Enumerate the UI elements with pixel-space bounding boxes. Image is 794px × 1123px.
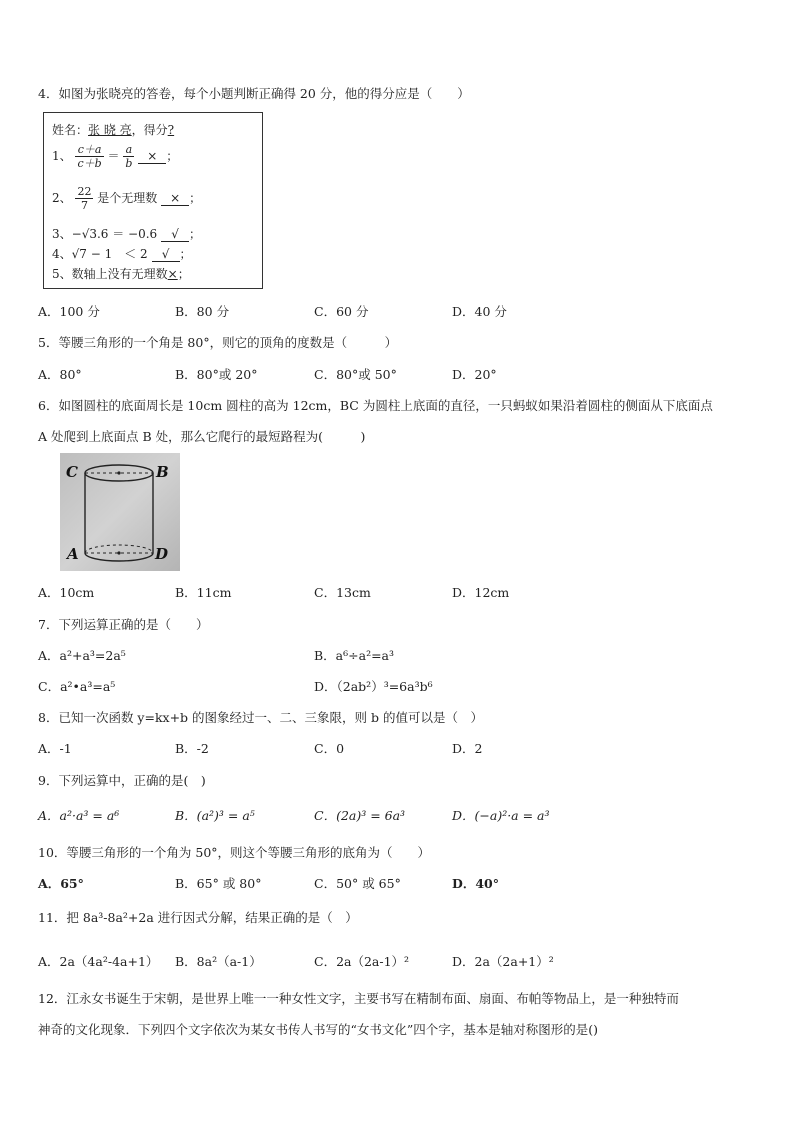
q8-option-b[interactable]: B．-2 (175, 741, 209, 756)
q12-stem-line2: 神奇的文化现象．下列四个文字依次为某女书传人书写的“女书文化”四个字，基本是轴对称图形的是() (38, 1022, 599, 1037)
q6-option-d[interactable]: D．12cm (452, 585, 510, 600)
q7-stem: 7．下列运算正确的是（ ） (38, 617, 209, 632)
answer-row-3: 3、−√3.6 ＝ −0.6 √ ； (52, 227, 202, 241)
answer-row-2: 2、 $\frac{22}{7}$ 是个无理数 × ； (52, 185, 202, 212)
q7-option-b[interactable]: B．a⁶÷a²=a³ (314, 648, 395, 663)
cylinder-figure (60, 453, 180, 571)
wrong-mark: × (161, 191, 189, 206)
q11-option-a[interactable]: A．2a（4a²-4a+1） (38, 954, 159, 969)
q8-option-c[interactable]: C．0 (314, 741, 345, 756)
q11-stem: 11．把 8a³-8a²+2a 进行因式分解，结果正确的是（ ） (38, 910, 358, 925)
q9-stem: 9．下列运算中，正确的是( ) (38, 773, 206, 788)
q6-stem-line1: 6．如图圆柱的底面周长是 10cm 圆柱的高为 12cm，BC 为圆柱上底面的直径，一只蚂蚁如果沿着圆柱的侧面从下底面点 (38, 398, 713, 413)
q7-option-d[interactable]: D．（2ab²）³=6a³b⁶ (314, 679, 433, 694)
q6-option-c[interactable]: C．13cm (314, 585, 371, 600)
correct-mark: √ (152, 247, 180, 262)
wrong-mark: × (138, 149, 166, 164)
q9-option-b[interactable]: B．(a²)³ = a⁵ (175, 808, 255, 823)
answer-sheet-header: 姓名：张 晓 亮，得分? (52, 123, 175, 137)
q4-stem: 4．如图为张晓亮的答卷，每个小题判断正确得 20 分，他的得分应是（ ） (38, 86, 470, 101)
label-a: A (67, 545, 79, 563)
answer-row-1: 1、 $\frac{c+a}{c+b}$ ＝ $\frac{a}{b}$ × ； (52, 143, 179, 170)
q6-option-a[interactable]: A．10cm (38, 585, 95, 600)
q4-option-a[interactable]: A．100 分 (38, 304, 100, 319)
answer-row-5: 5、数轴上没有无理数×； (52, 267, 190, 281)
q11-option-c[interactable]: C．2a（2a-1）² (314, 954, 410, 969)
q9-option-c[interactable]: C．(2a)³ = 6a³ (314, 808, 406, 823)
q12-stem-line1: 12．江永女书诞生于宋朝，是世界上唯一一种女性文字，主要书写在精制布面、扇面、布帕等物品上，是一种独特而 (38, 991, 679, 1006)
label-c: C (66, 463, 78, 481)
q11-option-b[interactable]: B．8a²（a-1） (175, 954, 262, 969)
q5-option-d[interactable]: D．20° (452, 367, 497, 382)
q9-option-d[interactable]: D．(−a)²·a = a³ (452, 808, 550, 823)
correct-mark: √ (161, 227, 189, 242)
wrong-mark: × (167, 267, 178, 281)
answer-row-4: 4、√7 − 1 ＜ 2 √ ； (52, 247, 192, 261)
q4-option-b[interactable]: B．80 分 (175, 304, 230, 319)
q11-option-d[interactable]: D．2a（2a+1）² (452, 954, 554, 969)
label-b: B (156, 463, 169, 481)
q10-option-b[interactable]: B．65° 或 80° (175, 876, 262, 891)
fraction-left: $\frac{c+a}{c+b}$ (77, 143, 102, 170)
q5-option-c[interactable]: C．80°或 50° (314, 367, 397, 382)
q9-option-a[interactable]: A．a²·a³ = a⁶ (38, 808, 120, 823)
q7-option-a[interactable]: A．a²+a³=2a⁵ (38, 648, 126, 663)
q4-option-d[interactable]: D．40 分 (452, 304, 507, 319)
q5-option-a[interactable]: A．80° (38, 367, 82, 382)
q10-option-d[interactable]: D．40° (452, 876, 499, 891)
score-value: ? (167, 123, 175, 137)
q6-stem-line2: A 处爬到上底面点 B 处，那么它爬行的最短路程为( ) (38, 429, 366, 444)
q4-option-c[interactable]: C．60 分 (314, 304, 369, 319)
q10-stem: 10．等腰三角形的一个角为 50°，则这个等腰三角形的底角为（ ） (38, 845, 431, 860)
q10-option-a[interactable]: A．65° (38, 876, 84, 891)
q7-option-c[interactable]: C．a²•a³=a⁵ (38, 679, 116, 694)
fraction-22-7: $\frac{22}{7}$ (77, 185, 92, 212)
q8-option-a[interactable]: A．-1 (38, 741, 72, 756)
q8-stem: 8．已知一次函数 y=kx+b 的图象经过一、二、三象限，则 b 的值可以是（ ） (38, 710, 483, 725)
answer-sheet-box (43, 112, 263, 289)
q6-option-b[interactable]: B．11cm (175, 585, 232, 600)
fraction-right: $\frac{a}{b}$ (125, 143, 133, 170)
label-d: D (155, 545, 169, 563)
student-name: 张 晓 亮 (88, 123, 132, 137)
q5-option-b[interactable]: B．80°或 20° (175, 367, 258, 382)
q5-stem: 5．等腰三角形的一个角是 80°，则它的顶角的度数是（ ） (38, 335, 398, 350)
q8-option-d[interactable]: D．2 (452, 741, 483, 756)
q10-option-c[interactable]: C．50° 或 65° (314, 876, 401, 891)
